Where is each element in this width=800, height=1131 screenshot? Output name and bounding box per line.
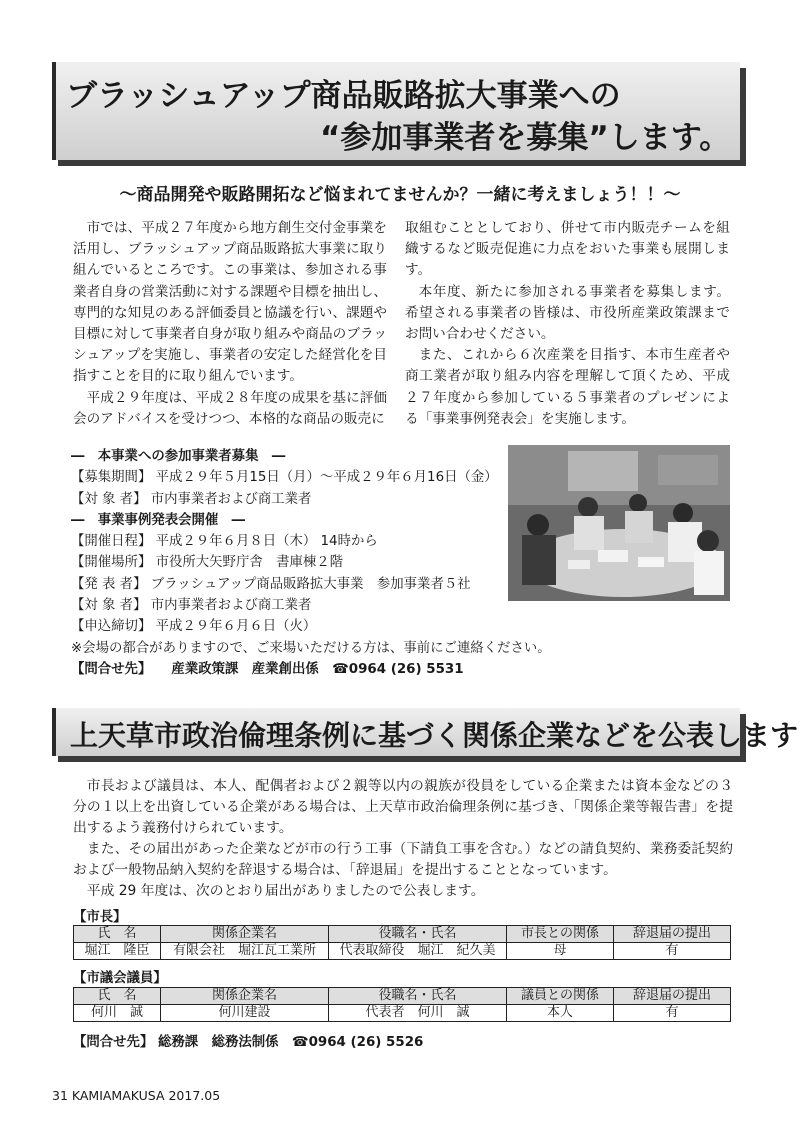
section2-paragraph: 市長および議員は、本人、配偶者および２親等以内の親族が役員をしている企業または資本金などの３分の１以上を出資している企業がある場合は、上天草市政治倫理条例に基づき、「関係企業等報告書」を提出するよう義務付けられています。: [73, 778, 733, 836]
intro-paragraph: 取組むこととしており、併せて市内販売チームを組織するなど販売促進に力点をおいた事業も展開します。: [405, 220, 730, 279]
intro-paragraph: 平成２９年度は、平成２８年度の成果を基に評価会のアドバイスを受けつつ、本格的な商品の販売に: [73, 389, 387, 427]
section2-paragraph: また、その届出があった企業などが市の行う工事（下請負工事を含む。）などの請負契約、業務委託契約および一般物品納入契約を辞退する場合は、「辞退届」を提出することとなっています。: [73, 841, 733, 878]
info-presenter: 【発 表 者】 ブラッシュアップ商品販路拡大事業 参加事業者５社: [71, 576, 471, 592]
section2-paragraph: 平成 29 年度は、次のとおり届出がありましたので公表します。: [86, 883, 485, 899]
headline-banner: [52, 62, 740, 160]
table-header-cell: 辞退届の提出: [614, 926, 731, 943]
table-header-cell: 市長との関係: [507, 926, 614, 943]
table-cell: 堀江 隆臣: [74, 943, 161, 960]
table-cell: 有: [614, 1005, 731, 1022]
table-header-cell: 氏 名: [74, 926, 161, 943]
table-row: [74, 943, 731, 960]
info-period: 【募集期間】 平成２９年５月15日（月）～平成２９年６月16日（金）: [71, 470, 498, 486]
table-header-cell: 役職名・氏名: [329, 926, 507, 943]
table-cell: 何川 誠: [74, 1005, 161, 1022]
table-header-cell: 関係企業名: [161, 988, 329, 1005]
table-cell: 母: [507, 943, 614, 960]
intro-paragraph: 本年度、新たに参加される事業者を募集します。希望される事業者の皆様は、市役所産業政策課までお問い合わせください。: [405, 283, 730, 343]
info-contact: 【問合せ先】 産業政策課 産業創出係 ☎0964 (26) 5531: [71, 661, 464, 677]
intro-right-column: [405, 218, 730, 430]
table-header-row: [74, 988, 731, 1005]
meeting-photo: [508, 445, 730, 601]
info-deadline: 【申込締切】 平成２９年６月６日（火）: [71, 619, 317, 635]
table-header-row: [74, 926, 731, 943]
section-title: 上天草市政治倫理条例に基づく関係企業などを公表します: [70, 719, 799, 752]
mayor-label: 【市長】: [73, 910, 127, 925]
table-row: [74, 1005, 731, 1022]
table-cell: 有限会社 堀江瓦工業所: [161, 943, 329, 960]
section-banner: [52, 708, 799, 756]
info-target: 【対 象 者】 市内事業者および商工業者: [71, 598, 312, 614]
page-footer: 31 KAMIAMAKUSA 2017.05: [52, 1088, 221, 1103]
info-note: ※会場の都合がありますので、ご来場いただける方は、事前にご連絡ください。: [71, 640, 551, 656]
headline-line-1: ブラッシュアップ商品販路拡大事業への: [66, 78, 621, 114]
info-target: 【対 象 者】 市内事業者および商工業者: [71, 491, 312, 507]
table-header-cell: 議員との関係: [507, 988, 614, 1005]
table-cell: 本人: [507, 1005, 614, 1022]
section2-contact: 【問合せ先】 総務課 総務法制係 ☎0964 (26) 5526: [73, 1035, 424, 1050]
section2-body: [73, 776, 733, 902]
council-label: 【市議会議員】: [73, 971, 167, 986]
mayor-table: [73, 925, 731, 960]
info-place: 【開催場所】 市役所大矢野庁舎 書庫棟２階: [71, 555, 344, 571]
info-date: 【開催日程】 平成２９年６月８日（木） 14時から: [71, 534, 378, 550]
subtitle: ～商品開発や販路開拓など悩まれてませんか？一緒に考えましょう！！～: [119, 185, 681, 205]
table-header-cell: 辞退届の提出: [614, 988, 731, 1005]
intro-left-column: [73, 218, 387, 430]
table-header-cell: 関係企業名: [161, 926, 329, 943]
table-cell: 代表取締役 堀江 紀久美: [329, 943, 507, 960]
headline-line-2: “参加事業者を募集”します。: [320, 120, 731, 156]
info-heading: ― 事業事例発表会開催 ―: [71, 512, 246, 528]
table-header-cell: 氏 名: [74, 988, 161, 1005]
table-header-cell: 役職名・氏名: [329, 988, 507, 1005]
table-cell: 有: [614, 943, 731, 960]
event-info: [71, 446, 551, 680]
meeting-photo-illustration: [508, 445, 730, 601]
council-table: [73, 987, 731, 1022]
table-cell: 代表者 何川 誠: [329, 1005, 507, 1022]
table-cell: 何川建設: [161, 1005, 329, 1022]
intro-paragraph: また、これから６次産業を目指す、本市生産者や商工業者が取り組み内容を理解して頂くため、平成２７年度から参加している５事業者のプレゼンによる「事業事例発表会」を実施します。: [405, 347, 730, 427]
intro-paragraph: 市では、平成２７年度から地方創生交付金事業を活用し、ブラッシュアップ商品販路拡大事業に取り組んでいるところです。この事業は、参加される事業者自身の営業活動に対する課題や目標を抽出し、専門的な知見のある評価委員と協議を行い、課題や目標に対して事業者自身が取り組みや商品のブラッシュアップを実施し、事業者の安定した経営化を目指すことを目的に取り組んでいます。: [73, 220, 387, 385]
info-heading: ― 本事業への参加事業者募集 ―: [71, 449, 286, 464]
